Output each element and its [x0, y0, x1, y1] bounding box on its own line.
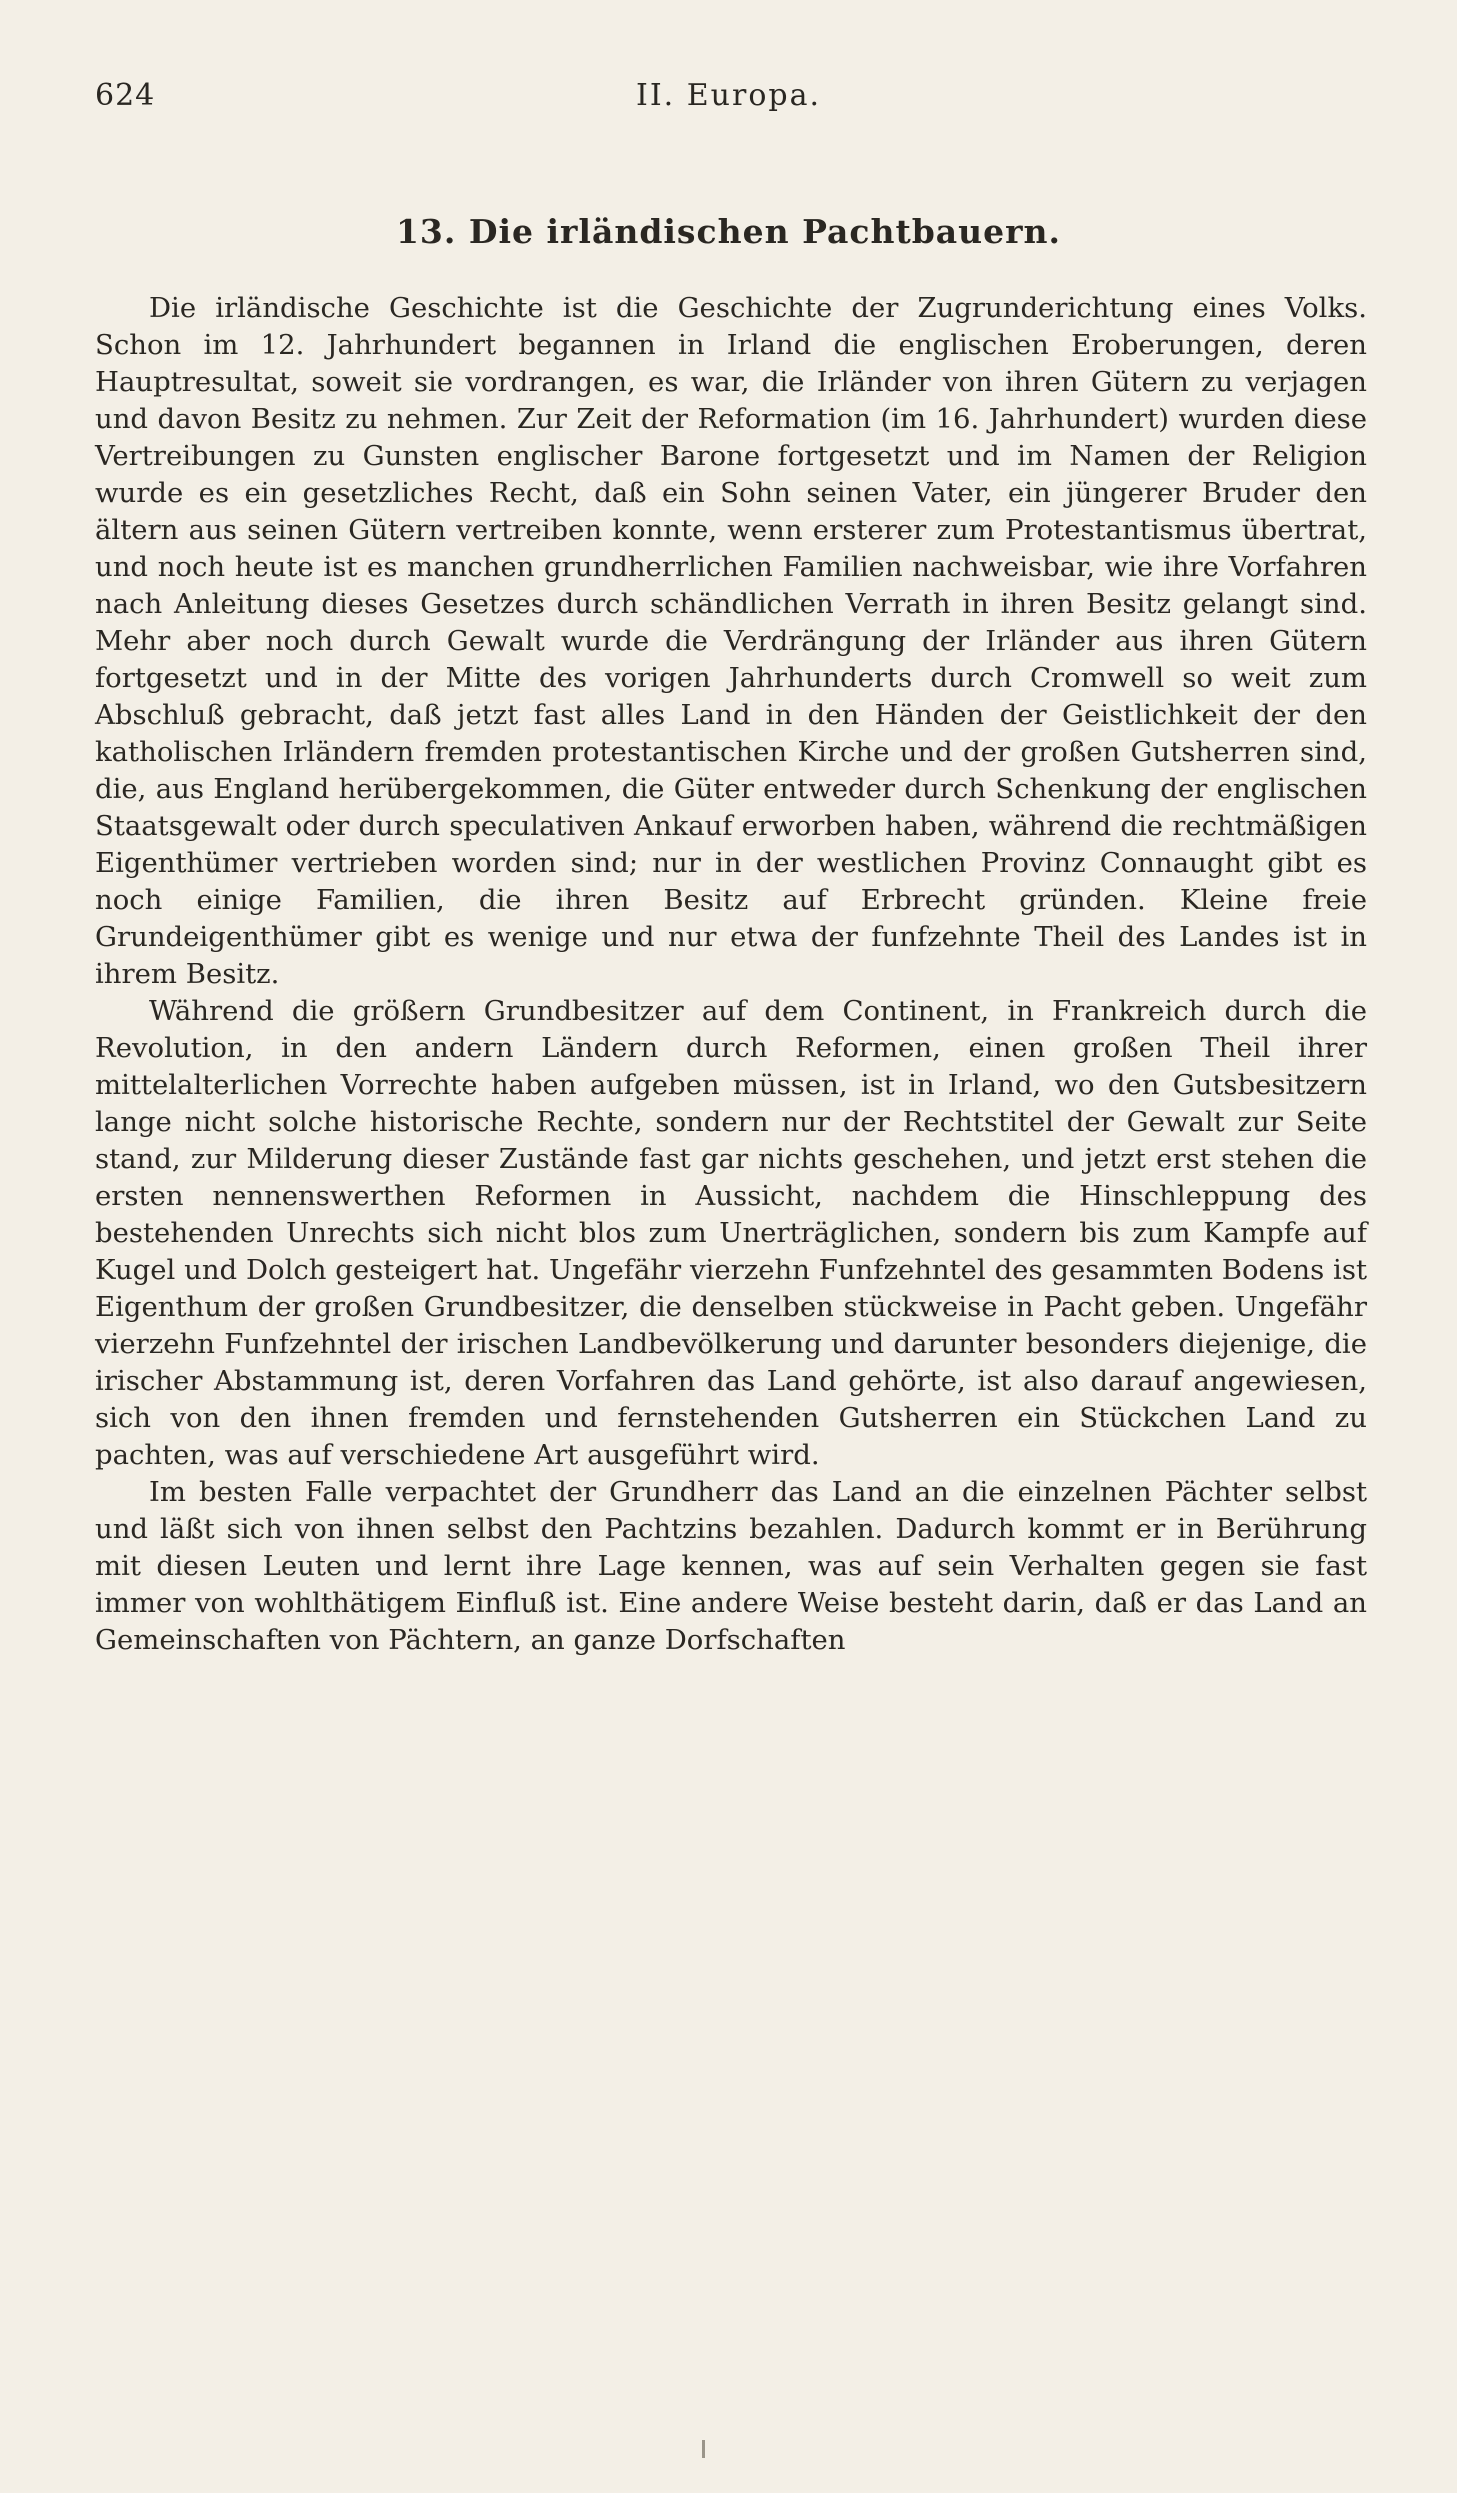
paragraph: Während die größern Grundbesitzer auf dem Continent, in Frankreich durch die Revolution, in den andern Ländern durch Reformen, einen großen Theil ihrer mittelalterlichen Vorrechte haben aufgeben müssen, ist in Irland, wo den Gutsbesitzern lange nicht solche historische Rechte, sondern nur der Rechtstitel der Gewalt zur Seite stand, zur Milderung dieser Zustände fast gar nichts geschehen, und jetzt erst stehen die ersten nennenswerthen Reformen in Aussicht, nachdem die Hinschleppung des bestehenden Unrechts sich nicht blos zum Unerträglichen, sondern bis zum Kampfe auf Kugel und Dolch gesteigert hat. Ungefähr vierzehn Funfzehntel des gesammten Bodens ist Eigenthum der großen Grundbesitzer, die denselben stückweise in Pacht geben. Ungefähr vierzehn Funfzehntel der irischen Landbevölkerung und darunter besonders diejenige, die irischer Abstammung ist, deren Vorfahren das Land gehörte, ist also darauf angewiesen, sich von den ihnen fremden und fernstehenden Gutsherren ein Stückchen Land zu pachten, was auf verschiedene Art ausgeführt wird.: [95, 995, 1367, 1471]
printer-mark: [702, 2440, 705, 2458]
page-header: [95, 78, 1362, 118]
page-number: 624: [95, 78, 156, 113]
paragraph: Im besten Falle verpachtet der Grundherr das Land an die einzelnen Pächter selbst und läßt sich von ihnen selbst den Pachtzins bezahlen. Dadurch kommt er in Berührung mit diesen Leuten und lernt ihre Lage kennen, was auf sein Verhalten gegen sie fast immer von wohlthätigem Einfluß ist. Eine andere Weise besteht darin, daß er das Land an Gemeinschaften von Pächtern, an ganze Dorfschaften: [95, 1476, 1367, 1656]
paragraph: Die irländische Geschichte ist die Geschichte der Zugrunderichtung eines Volks. Schon im 12. Jahrhundert begannen in Irland die englischen Eroberungen, deren Hauptresultat, soweit sie vordrangen, es war, die Irländer von ihren Gütern zu verjagen und davon Besitz zu nehmen. Zur Zeit der Reformation (im 16. Jahrhundert) wurden diese Vertreibungen zu Gunsten englischer Barone fortgesetzt und im Namen der Religion wurde es ein gesetzliches Recht, daß ein Sohn seinen Vater, ein jüngerer Bruder den ältern aus seinen Gütern vertreiben konnte, wenn ersterer zum Protestantismus übertrat, und noch heute ist es manchen grundherrlichen Familien nachweisbar, wie ihre Vorfahren nach Anleitung dieses Gesetzes durch schändlichen Verrath in ihren Besitz gelangt sind. Mehr aber noch durch Gewalt wurde die Verdrängung der Irländer aus ihren Gütern fortgesetzt und in der Mitte des vorigen Jahrhunderts durch Cromwell so weit zum Abschluß gebracht, daß jetzt fast alles Land in den Händen der Geistlichkeit der den katholischen Irländern fremden protestantischen Kirche und der großen Gutsherren sind, die, aus England herübergekommen, die Güter entweder durch Schenkung der englischen Staatsgewalt oder durch speculativen Ankauf erworben haben, während die rechtmäßigen Eigenthümer vertrieben worden sind; nur in der westlichen Provinz Connaught gibt es noch einige Familien, die ihren Besitz auf Erbrecht gründen. Kleine freie Grundeigenthümer gibt es wenige und nur etwa der funfzehnte Theil des Landes ist in ihrem Besitz.: [95, 292, 1367, 990]
body-text: [95, 290, 1367, 1659]
section-title: 13. Die irländischen Pachtbauern.: [395, 212, 1062, 251]
running-title: II. Europa.: [635, 78, 822, 113]
